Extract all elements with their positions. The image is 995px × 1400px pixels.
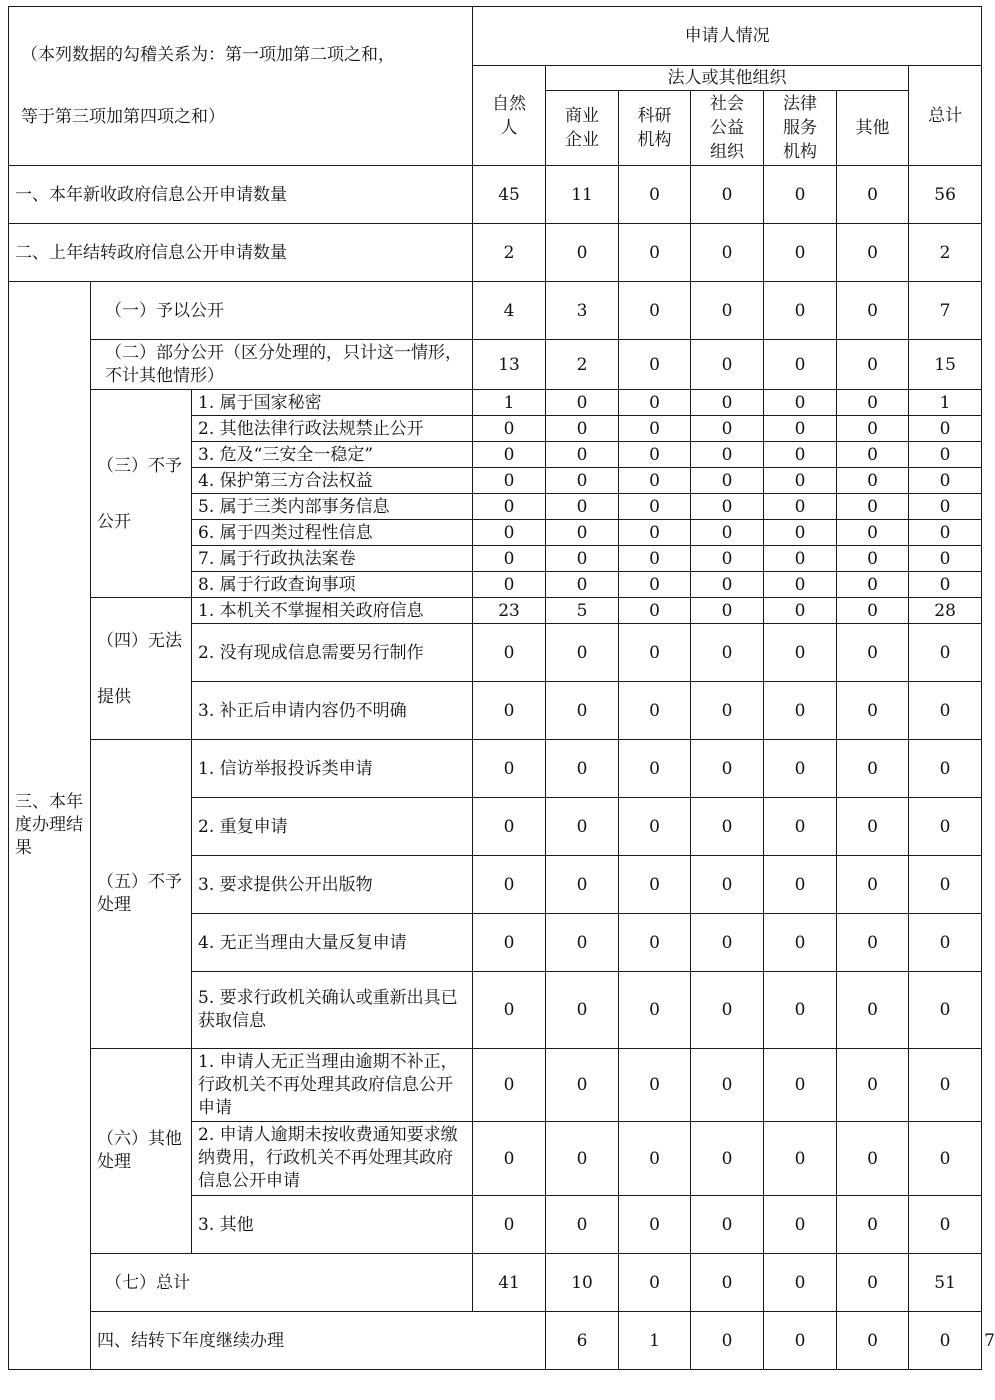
cell: 0 [691,282,764,340]
cell: 0 [837,520,909,546]
table-row [9,340,982,390]
col-commercial-enterprise: 商业企业 [546,91,619,166]
cell: 45 [473,166,546,224]
item-label: 7. 属于行政执法案卷 [192,546,473,572]
cell: 0 [764,1312,837,1370]
cell: 0 [546,442,619,468]
cell: 0 [691,856,764,914]
cell: 0 [619,282,691,340]
cell: 56 [909,166,982,224]
cell: 0 [837,1196,909,1254]
legal-entities-header: 法人或其他组织 [546,66,909,91]
cell: 0 [837,468,909,494]
cell: 0 [764,682,837,740]
note-line-1: （本列数据的勾稽关系为：第一项加第二项之和， [21,45,395,65]
cell: 0 [764,972,837,1049]
item-label: 4. 无正当理由大量反复申请 [192,914,473,972]
cell: 3 [546,282,619,340]
cell: 23 [473,598,546,624]
cell: 0 [619,1196,691,1254]
cell: 0 [473,442,546,468]
cell: 0 [473,682,546,740]
table-note [9,7,473,166]
cell: 1 [473,390,546,416]
cell: 0 [546,1049,619,1122]
cell: 0 [909,856,982,914]
group-label: （一）予以公开 [91,282,473,340]
cell: 0 [619,166,691,224]
cell: 0 [619,1122,691,1196]
cell: 0 [691,598,764,624]
cell: 0 [909,1312,982,1370]
cell: 0 [764,856,837,914]
cell: 15 [909,340,982,390]
item-label: 1. 信访举报投诉类申请 [192,740,473,798]
cell: 0 [619,798,691,856]
cell: 4 [473,282,546,340]
cell: 1 [909,390,982,416]
col-natural-person: 自然人 [473,66,546,166]
cell: 0 [546,520,619,546]
item-label: 1. 本机关不掌握相关政府信息 [192,598,473,624]
cell: 41 [473,1254,546,1312]
cell: 51 [909,1254,982,1312]
cell: 0 [546,798,619,856]
cell: 0 [473,546,546,572]
cell: 0 [837,572,909,598]
cell: 0 [691,1312,764,1370]
col-total: 总计 [909,66,982,166]
cell: 0 [909,546,982,572]
cell: 0 [619,682,691,740]
table-row [9,740,982,798]
cell: 0 [909,972,982,1049]
item-label: 3. 补正后申请内容仍不明确 [192,682,473,740]
cell: 0 [837,416,909,442]
cell: 0 [764,416,837,442]
cell: 0 [473,740,546,798]
cell: 0 [546,972,619,1049]
cell: 0 [691,1196,764,1254]
cell: 0 [909,740,982,798]
cell: 0 [909,624,982,682]
cell: 0 [473,572,546,598]
cell: 0 [691,1254,764,1312]
cell: 0 [546,624,619,682]
cell: 0 [619,740,691,798]
item-label: 2. 其他法律行政法规禁止公开 [192,416,473,442]
section-3-label: 三、本年度办理结果 [9,282,91,1370]
cell: 0 [619,598,691,624]
cell: 0 [619,224,691,282]
cell: 0 [473,856,546,914]
table-row [9,1049,982,1122]
cell: 0 [619,442,691,468]
cell: 0 [473,624,546,682]
group-label: （三）不予公开 [91,390,192,598]
cell: 0 [837,740,909,798]
cell: 1 [619,1312,691,1370]
cell: 0 [691,1049,764,1122]
cell: 0 [691,798,764,856]
cell: 0 [764,598,837,624]
table-row [9,598,982,624]
col-social-welfare-org: 社会公益组织 [691,91,764,166]
cell: 0 [619,340,691,390]
cell: 0 [691,520,764,546]
cell: 0 [691,494,764,520]
item-label: 4. 保护第三方合法权益 [192,468,473,494]
cell: 0 [909,682,982,740]
cell: 0 [546,856,619,914]
cell: 0 [619,416,691,442]
cell: 0 [837,856,909,914]
cell: 0 [546,1122,619,1196]
cell: 0 [473,1122,546,1196]
cell: 0 [619,390,691,416]
cell: 0 [764,914,837,972]
cell: 0 [691,442,764,468]
group-label: （六）其他处理 [91,1049,192,1254]
cell: 0 [619,468,691,494]
cell: 6 [546,1312,619,1370]
table-row [9,1254,982,1312]
cell: 0 [619,572,691,598]
cell: 28 [909,598,982,624]
cell: 0 [546,572,619,598]
cell: 0 [691,1122,764,1196]
col-research-institution: 科研机构 [619,91,691,166]
table-row [9,282,982,340]
applicant-situation-header: 申请人情况 [473,7,982,66]
row-label: 四、结转下年度继续办理 [91,1312,546,1370]
cell: 0 [837,1049,909,1122]
cell: 0 [837,166,909,224]
cell: 0 [764,494,837,520]
cell: 0 [619,494,691,520]
group-label: （五）不予处理 [91,740,192,1049]
cell: 0 [764,1196,837,1254]
cell: 0 [837,442,909,468]
cell: 0 [764,390,837,416]
cell: 0 [691,914,764,972]
cell: 0 [837,546,909,572]
cell: 0 [909,494,982,520]
cell: 0 [837,282,909,340]
cell: 7 [909,282,982,340]
cell: 0 [473,914,546,972]
cell: 0 [546,468,619,494]
cell: 0 [546,546,619,572]
cell: 0 [764,1122,837,1196]
cell: 0 [691,468,764,494]
cell: 0 [691,416,764,442]
cell: 0 [837,1122,909,1196]
cell: 0 [473,468,546,494]
item-label: 3. 其他 [192,1196,473,1254]
item-label: 5. 属于三类内部事务信息 [192,494,473,520]
cell: 0 [837,1254,909,1312]
group-label: （七）总计 [91,1254,473,1312]
cell: 2 [473,224,546,282]
cell: 0 [764,442,837,468]
cell: 0 [473,1049,546,1122]
group-label: （四）无法提供 [91,598,192,740]
cell: 0 [619,914,691,972]
cell: 0 [909,468,982,494]
cell: 0 [619,1254,691,1312]
table-row [9,166,982,224]
note-line-2: 等于第三项加第四项之和） [21,107,225,127]
cell: 0 [837,598,909,624]
table-row: 四、结转下年度继续办理 6 1 0 0 0 0 7 [9,1312,982,1370]
cell: 0 [691,224,764,282]
cell: 0 [546,1196,619,1254]
cell: 0 [764,624,837,682]
cell: 0 [764,1254,837,1312]
cell: 0 [837,798,909,856]
cell: 0 [546,682,619,740]
cell: 2 [909,224,982,282]
cell: 0 [546,416,619,442]
cell: 0 [909,1196,982,1254]
cell: 0 [764,340,837,390]
cell: 0 [619,624,691,682]
item-label: 1. 属于国家秘密 [192,390,473,416]
item-label: 2. 重复申请 [192,798,473,856]
cell: 0 [909,416,982,442]
cell: 13 [473,340,546,390]
cell: 0 [691,572,764,598]
cell: 0 [473,1196,546,1254]
cell: 0 [764,1049,837,1122]
item-label: 6. 属于四类过程性信息 [192,520,473,546]
cell: 0 [837,494,909,520]
cell: 0 [764,468,837,494]
cell: 0 [691,624,764,682]
cell: 0 [546,914,619,972]
cell: 0 [764,798,837,856]
cell: 0 [837,972,909,1049]
cell: 0 [837,340,909,390]
cell: 0 [837,624,909,682]
item-label: 3. 危及“三安全一稳定” [192,442,473,468]
row-label: 一、本年新收政府信息公开申请数量 [9,166,473,224]
cell: 0 [764,166,837,224]
cell: 0 [691,682,764,740]
cell: 0 [691,390,764,416]
cell: 0 [473,494,546,520]
cell: 0 [691,166,764,224]
cell: 2 [546,340,619,390]
cell: 0 [691,340,764,390]
cell: 0 [764,572,837,598]
cell: 0 [546,494,619,520]
cell: 0 [837,682,909,740]
cell: 0 [764,282,837,340]
cell: 0 [691,546,764,572]
cell: 0 [909,520,982,546]
table-row [9,390,982,416]
col-other: 其他 [837,91,909,166]
cell: 0 [837,914,909,972]
cell: 0 [619,972,691,1049]
item-label: 3. 要求提供公开出版物 [192,856,473,914]
col-legal-service-org: 法律服务机构 [764,91,837,166]
cell: 0 [909,442,982,468]
cell: 0 [764,520,837,546]
cell: 0 [619,546,691,572]
cell: 11 [546,166,619,224]
cell: 0 [764,224,837,282]
item-label: 2. 申请人逾期未按收费通知要求缴纳费用，行政机关不再处理其政府信息公开申请 [192,1122,473,1196]
cell: 0 [691,972,764,1049]
cell: 0 [909,914,982,972]
cell: 0 [909,798,982,856]
cell: 0 [546,740,619,798]
group-label: （二）部分公开（区分处理的，只计这一情形，不计其他情形） [91,340,473,390]
cell: 5 [546,598,619,624]
cell: 0 [473,972,546,1049]
item-label: 8. 属于行政查询事项 [192,572,473,598]
cell: 0 [619,856,691,914]
table-row [9,224,982,282]
cell: 10 [546,1254,619,1312]
item-label: 2. 没有现成信息需要另行制作 [192,624,473,682]
cell: 0 [909,572,982,598]
cell: 0 [764,740,837,798]
cell: 0 [764,546,837,572]
cell: 0 [837,1312,909,1370]
cell: 0 [909,1122,982,1196]
cell: 0 [837,390,909,416]
cell: 0 [619,520,691,546]
row-label: 二、上年结转政府信息公开申请数量 [9,224,473,282]
cell: 0 [473,416,546,442]
gov-info-disclosure-table [8,6,995,1370]
cell: 0 [546,224,619,282]
cell: 0 [837,224,909,282]
cell: 0 [546,390,619,416]
cell: 0 [909,1049,982,1122]
item-label: 1. 申请人无正当理由逾期不补正，行政机关不再处理其政府信息公开申请 [192,1049,473,1122]
cell: 0 [619,1049,691,1122]
cell: 0 [691,740,764,798]
cell: 0 [473,798,546,856]
item-label: 5. 要求行政机关确认或重新出具已获取信息 [192,972,473,1049]
cell: 0 [473,520,546,546]
